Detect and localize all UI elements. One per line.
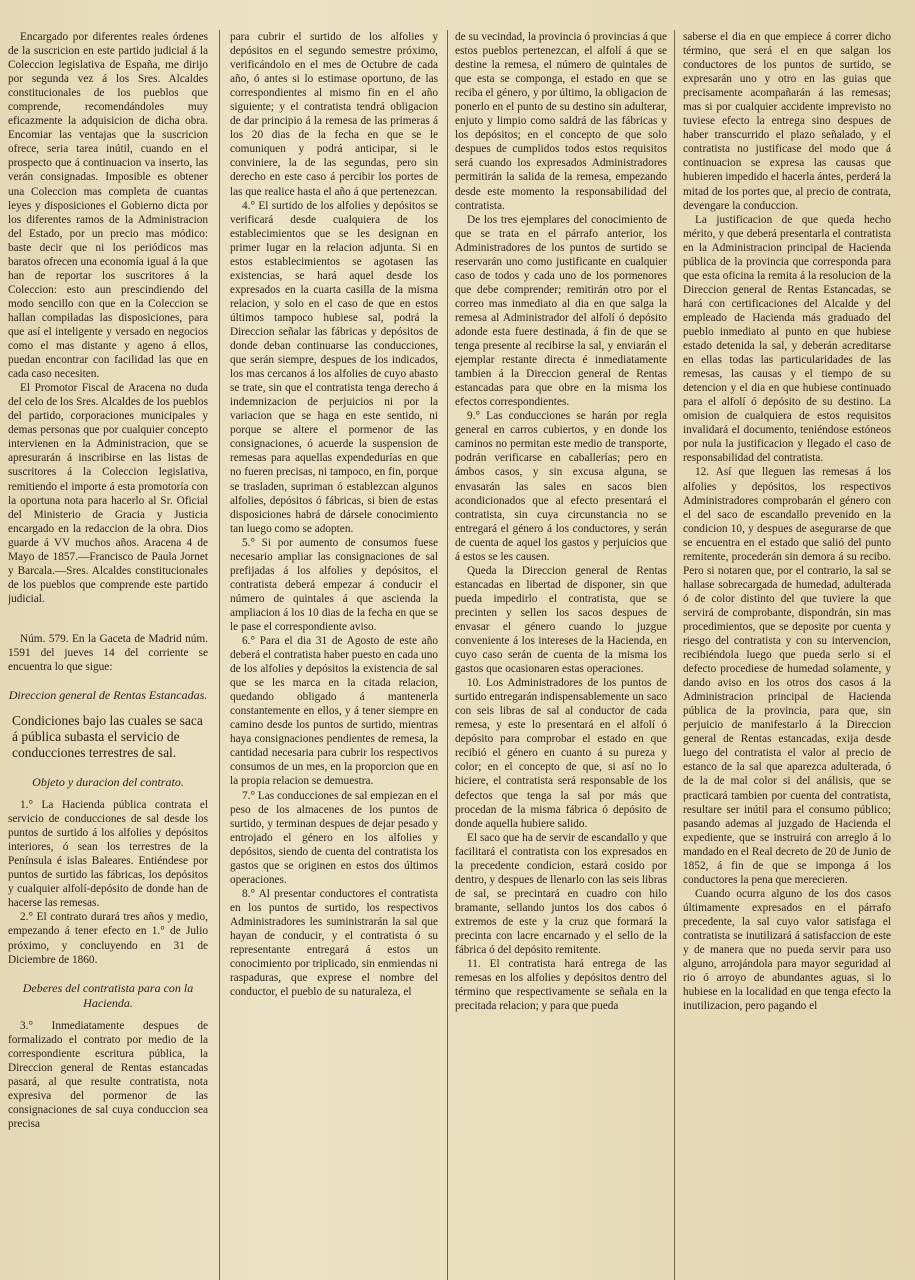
paragraph: 2.° El contrato durará tres años y medio, empezando á tener efecto en 1.° de Julio próximo, y concluyendo en 31 de Diciembre de 1860. xyxy=(8,911,208,966)
column-2 xyxy=(230,30,438,1280)
paragraph: 5.° Si por aumento de consumos fuese necesario ampliar las consignaciones de sal prefijadas á los alfolies y depósitos, el contratista deberá empezar á conducir el número de quintales á que ascienda la ampliacion á los 10 dias de la fecha en que se le pase el correspondiente aviso. xyxy=(230,536,438,633)
column-3 xyxy=(455,30,667,1280)
column-rule xyxy=(674,30,675,1280)
paragraph: 4.° El surtido de los alfolies y depósitos se verificará desde cualquiera de los establecimientos que se les designan en primer lugar en la relacion adjunta. Si en estos establecimientos se agotasen las existencias, se hará aquel desde los expresados en la cuarta casilla de la misma relacion, y solo en el caso de que en estos últimos tampoco hubiese sal, podrá la Direccion señalar las fábricas y depósitos de donde deban continuarse las conducciones, que serán siempre, despues de los indicados, los mas cercanos á los alfolies de cuyo abasto se trate, sin que el contratista tenga derecho á indemnizacion de perjuicios ni por la variacion que se haga en este sentido, ni porque se altere el pormenor de las consignaciones, ó acuerde la suspension de remesas para aquellas expendedurías en que no fueren precisas, ni tampoco, en fin, porque se trasladen, supriman ó establezcan algunos alfolies, depósitos ó fábricas, si bien de estas disposiciones habrá de dársele conocimiento tan luego como se adopten. xyxy=(230,199,438,535)
column-rule xyxy=(447,30,448,1280)
paragraph: 8.° Al presentar conductores el contratista en los puntos de surtido, los respectivos Administradores les suministrarán la sal que hayan de conducir, y el contratista ó su representante entregará á estos un conocimiento por triplicado, sin enmiendas ni raspaduras, que exprese el nombre del conductor, el pueblo de su naturaleza, el xyxy=(230,887,438,999)
spacer xyxy=(8,606,208,632)
paragraph: para cubrir el surtido de los alfolies y depósitos en el segundo semestre próximo, verificándolo en el mes de Octubre de cada año, ó antes si lo estimase oportuno, de las correspondientes al mismo fin en el año siguiente; y el contratista tendrá obligacion de dar principio á la remesa de las primeras á los 20 dias de la fecha en que se le comuniquen y podrá anticipar, si le conviniere, la de las segundas, pero sin derecho en este caso á percibir los portes de las que realice hasta el año á que pertenezcan. xyxy=(230,31,438,198)
paragraph: 12. Así que lleguen las remesas á los alfolies y depósitos, los respectivos Administradores comprobarán el género con el del saco de escandallo prevenido en la condicion 10, y despues de asegurarse de que se encuentra en el estado que salió del punto remitente, procederán sin demora á su recibo. Pero si notaren que, por el contrario, la sal se hallase sobrecargada de humedad, adulterada ó de color distinto del que tuviere la que servirá de comprobante, dispondrán, sin mas procedimientos, que se deposite por cuenta y riesgo del contratista y con su intervencion, recibiéndola luego que pueda serlo si el defecto procediese de humedad solamente, y dando aviso en los otros dos casos á la Administracion principal de Hacienda pública de la provincia, para que, sin perjuicio de manifestarlo á la Direccion general de Rentas estancadas, exija desde luego del contratista el valor al precio de estanco de la sal que aparezca adulterada, ó de la de mal color si del análisis, que se practicará tambien por cuenta del contratista, resultare ser inútil para el consumo público; pasando ademas al juzgado de Hacienda el expediente, que se instruirá con arreglo á lo mandado en el Real decreto de 20 de Junio de 1852, á fin de que se imponga á los conductores la pena que merecieren. xyxy=(683,466,891,886)
paragraph: 3.° Inmediatamente despues de formalizado el contrato por medio de la correspondiente escritura pública, la Direccion general de Rentas estancadas pasará, al que resulte contratista, nota expresiva del pormenor de las consignaciones de sal cuya conduccion sea precisa xyxy=(8,1019,208,1130)
paragraph: 6.° Para el dia 31 de Agosto de este año deberá el contratista haber puesto en cada uno de los alfolies y depósitos la existencia de sal que se les marca en la citada relacion, quedando obligado á mantenerla constantemente en ellos, y á tener siempre en camino desde los puntos de surtido, mientras haya consignaciones pendientes de remesa, la cantidad necesaria para cubrir los respectivos consumos de un mes, en la proporcion que en la propia relacion se demuestra. xyxy=(230,635,438,788)
paragraph: 7.° Las conducciones de sal empiezan en el peso de los almacenes de los puntos de surtido, y terminan despues de dejar pesado y entrojado el género en los alfolies y depósitos, siendo de cuenta del contratista los gastos que se originen en estos dos últimos operaciones. xyxy=(230,789,438,886)
paragraph: Cuando ocurra alguno de los dos casos últimamente expresados en el párrafo precedente, la sal cuyo valor satisfaga el contratista se inutilizará á satisfaccion de este y de manera que no pueda servir para uso alguno, arrojándola para mayor seguridad al rio ó arroyo de abundantes aguas, si lo hubiese en la localidad en que tenga efecto la inutilizacion, pero pagando el xyxy=(683,887,891,1013)
section-heading: Deberes del contratista para con la Hacienda. xyxy=(22,980,194,1010)
paragraph: saberse el dia en que empiece á correr dicho término, que será el en que salgan los conductores de los puntos de surtido, se expresarán uno y otro en las guias que precisamente acompañarán á las remesas; mas si por cualquier accidente imprevisto no tuviese efecto la entrega sino despues de haber transcurrido el plazo señalado, y el contratista no justificase del modo que á continuacion se expresa las causas que hubieren impedido el hacerla ántes, perderá la mitad de los portes que, al precio de contrata, devengare la conduccion. xyxy=(683,31,891,212)
paragraph: 9.° Las conducciones se harán por regla general en carros cubiertos, y en donde los caminos no permitan este medio de transporte, podrán verificarse en caballerías; pero en ámbos casos, y sin excusa alguna, se envasarán las sales en sacos bien acondicionados que al efecto presentará el contratista, sin cuya circunstancia no se entregará el género á los conductores, y serán de cuenta de aquel los gastos y perjuicios que á estos se les causen. xyxy=(455,410,667,563)
paragraph: De los tres ejemplares del conocimiento de que se trata en el párrafo anterior, los Administradores de los puntos de surtido se reservarán uno como justificante en cualquier caso de todos y cada uno de los pormenores que debe comprender; remitirán otro por el correo mas inmediato al dia en que salga la remesa al Administrador del alfolí ó depósito adonde esta fuere destinada, á fin de que se tenga presente al recibirse la sal, y enviarán el ejemplar restante directa é inmediatamente tambien á la Direccion general de Rentas estancadas para que obre en la misma los efectos correspondientes. xyxy=(455,213,667,409)
column-rule xyxy=(219,30,220,1280)
paragraph: 11. El contratista hará entrega de las remesas en los alfolies y depósitos dentro del término que respectivamente se señala en la precitada relacion; y para que pueda xyxy=(455,958,667,1013)
paragraph: Encargado por diferentes reales órdenes de la suscricion en este partido judicial á la Coleccion legislativa de España, me dirijo por segunda vez á los Sres. Alcaldes constitucionales de los pueblos que comprende, recomendándoles muy eficazmente la adquisicion de dicha obra. Encomiar las ventajas que la suscricion ofrece, seria tarea inútil, cuando en el prospecto que á continuacion va inserto, las verán consignadas. Imposible es obtener una Coleccion mas completa de cuantas leyes y disposiciones el Gobierno dicta por los diferentes ramos de la Administracion del Estado, por un precio mas módico: baste decir que ni los periódicos mas baratos ofrecen una economía igual á la que han de reportar los suscritores á la Coleccion: esto aun prescindiendo del modo sencillo con que en la Coleccion se hallan compiladas las disposiciones, para que así el inteligente y versado en negocios como el mas distante y ageno á ellos, puedan encontrar con facilidad las que en cada caso necesiten. xyxy=(8,31,208,381)
paragraph: Queda la Direccion general de Rentas estancadas en libertad de disponer, sin que pueda impedirlo el contratista, que se precinten y sellen los sacos despues de envasar el género cuando lo juzgue conveniente á los intereses de la Hacienda, en cuyo caso serán de cuenta de la misma los gastos que ocasionaren estas operaciones. xyxy=(455,564,667,676)
paragraph: El saco que ha de servir de escandallo y que facilitará el contratista con los expresados en la precedente condicion, estará cosido por dentro, y despues de llenarlo con las seis libras de sal, se precintará en cuadro con hilo bramante, sellando juntos los dos cabos ó extremos de este y la cruz que formará la precinta con lacre encarnado y el sello de la fábrica ó del depósito remitente. xyxy=(455,831,667,957)
paragraph: Núm. 579. En la Gaceta de Madrid núm. 1591 del jueves 14 del corriente se encuentra lo que sigue: xyxy=(8,632,208,674)
section-heading: Direccion general de Rentas Estancadas. xyxy=(8,688,208,703)
column-1 xyxy=(8,30,208,1280)
column-4 xyxy=(683,30,891,1280)
paragraph: 1.° La Hacienda pública contrata el servicio de conducciones de sal desde los puntos de surtido á los alfolies y depósitos interiores, ó sean los terrestres de la Península é islas Baleares. Entiéndese por puntos de surtido las fábricas, los depósitos y cualquier alfolí-depósito de donde han de hacerse las remesas. xyxy=(8,799,208,910)
conditions-title: Condiciones bajo las cuales se saca á pública subasta el servicio de conducciones terrestres de sal. xyxy=(12,713,203,761)
paragraph: El Promotor Fiscal de Aracena no duda del celo de los Sres. Alcaldes de los pueblos del partido, corporaciones municipales y demas personas que por cualquier concepto intervienen en la Administracion, que se apresurarán á inscribirse en las listas de suscritores á la Coleccion legislativa, remitiendo el importe á esta promotoría con la oportuna nota para hacerlo al Sr. Oficial del Ministerio de Gracia y Justicia encargado en la redaccion de la obra. Dios guarde á VV muchos años. Aracena 4 de Mayo de 1857.—Francisco de Paula Jornet y Barcala.—Sres. Alcaldes constitucionales de los pueblos que comprende este partido judicial. xyxy=(8,382,208,605)
paragraph: de su vecindad, la provincia ó provincias á que estos pueblos pertenezcan, el alfolí á que se destine la remesa, el número de quintales de que esta se componga, el estado en que se reciba el género, y por último, la obligacion de ponerlo en el punto de su destino sin adulterar, enjuto y limpio como saldrá de las fábricas y los depósitos; en el concepto de que solo despues de cumplidos todos estos requisitos será cuando los expresados Administradores permitirán la salida de la remesa, empezando desde este momento la responsabilidad del contratista. xyxy=(455,31,667,212)
paragraph: La justificacion de que queda hecho mérito, y que deberá presentarla el contratista en la Administracion principal de Hacienda pública de la provincia que corresponda para que esta oficina la remita á la resolucion de la Direccion general de Rentas Estancadas, se hará con certificaciones del Alcalde y del empleado de Hacienda más graduado del pueblo inmediato al punto en que hubiese estado detenida la sal, y deberán acreditarse en ellas todas las particularidades de las remesas, las causas y el tiempo de su detencion y el dia en que hubiese continuado para el alfolí ó depósito de su destino. La omision de cualquiera de estos requisitos invalidará el documento, teniéndose estóneos por nula la justificacion y llegado el caso de responsabilidad del contratista. xyxy=(683,213,891,465)
paragraph: 10. Los Administradores de los puntos de surtido entregarán indispensablemente un saco con seis libras de sal al conductor de cada remesa, y este lo presentará en el alfolí ó depósito para comprobar el estado en que recibió el género en cuanto á su pureza y color; en el concepto de que, si así no lo hiciere, el contratista será responsable de los defectos que tenga la sal por más que procedan de la misma fábrica ó depósito de donde aquella hubiere salido. xyxy=(455,677,667,830)
section-heading: Objeto y duracion del contrato. xyxy=(32,775,184,790)
